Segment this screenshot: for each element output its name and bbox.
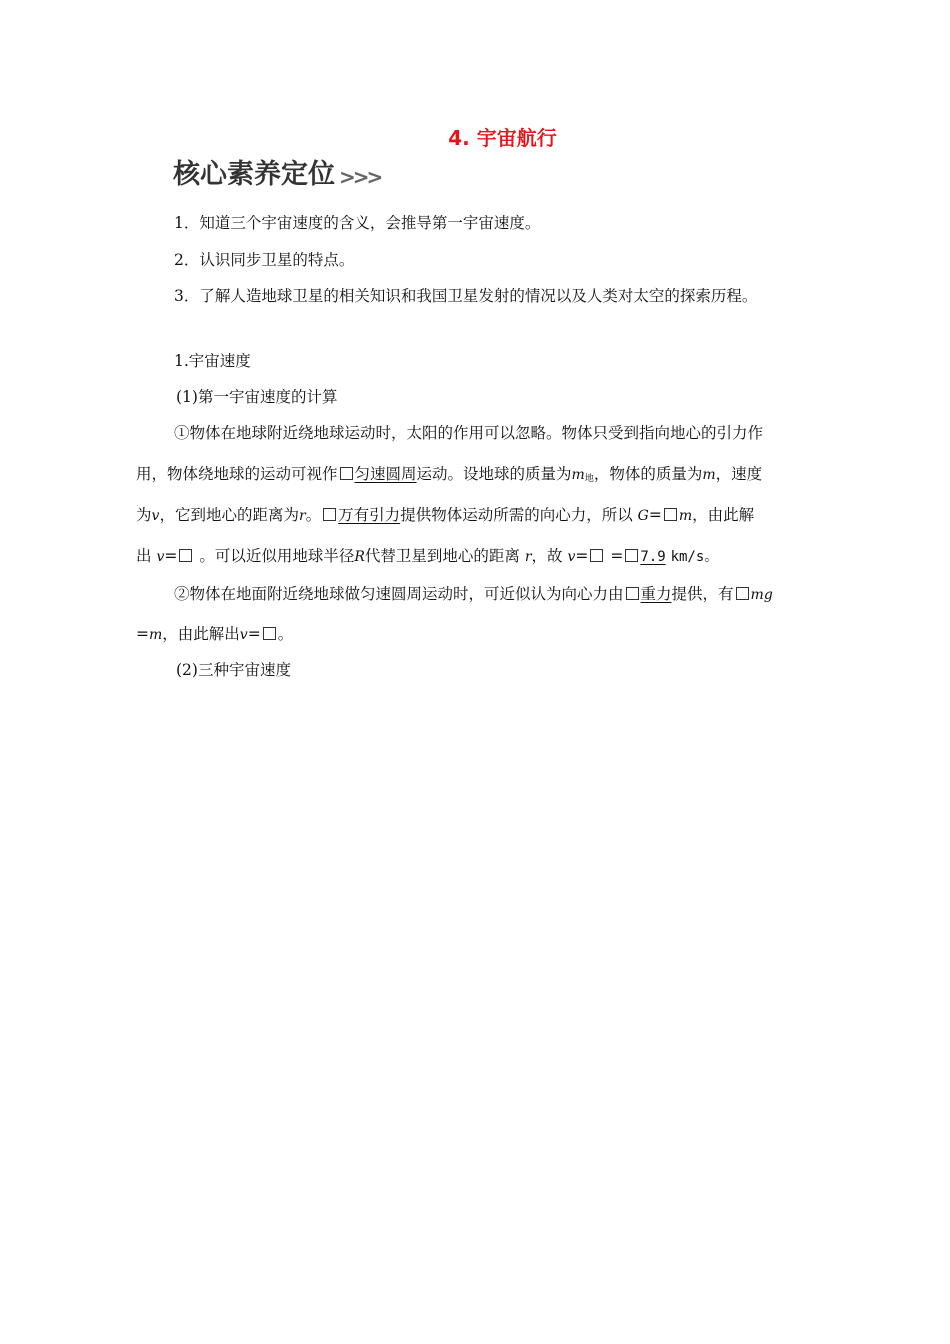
section-heading-text: 核心素养定位: [173, 159, 335, 190]
fill-blank-answer: 匀速圆周: [338, 465, 417, 483]
paragraph-line: 出 v= 。可以近似用地球半径R代替卫星到地心的距离 r，故 v= = 7.9 km/s。: [136, 547, 719, 565]
paragraph-line: ②物体在地面附近绕地球做匀速圆周运动时，可近似认为向心力由 重力提供，有 mg: [174, 585, 773, 603]
subheading-three-cosmic-velocities: (2)三种宇宙速度: [176, 661, 291, 679]
blank-box-icon: [323, 508, 336, 521]
lesson-title: 4. 宇宙航行: [448, 126, 557, 150]
blank-box-icon: [736, 587, 749, 600]
triple-chevron-icon: >>>: [339, 165, 381, 189]
objective-item: 3．了解人造地球卫星的相关知识和我国卫星发射的情况以及人类对太空的探索历程。: [174, 287, 758, 305]
blank-box-icon: [664, 508, 677, 521]
blank-box-icon: [179, 549, 192, 562]
fill-blank-answer: 万有引力: [321, 506, 400, 524]
blank-box-icon: [625, 549, 638, 562]
heading-cosmic-velocity: 1.宇宙速度: [174, 352, 251, 370]
paragraph-line: =m，由此解出v= 。: [136, 625, 294, 643]
blank-box-icon: [263, 627, 276, 640]
objective-item: 2．认识同步卫星的特点。: [174, 251, 355, 269]
subheading-first-cosmic-velocity: (1)第一宇宙速度的计算: [176, 388, 338, 406]
paragraph-line: ①物体在地球附近绕地球运动时，太阳的作用可以忽略。物体只受到指向地心的引力作: [174, 424, 764, 442]
fill-blank-answer: 重力: [624, 585, 672, 603]
paragraph-line: 用，物体绕地球的运动可视作 匀速圆周运动。设地球的质量为$m_地$，物体的质量为m，速度: [136, 465, 763, 484]
blank-box-icon: [340, 467, 353, 480]
blank-box-icon: [590, 549, 603, 562]
objective-item: 1．知道三个宇宙速度的含义，会推导第一宇宙速度。: [174, 214, 541, 232]
fill-blank-answer: 7.9: [623, 549, 665, 565]
section-heading: [173, 151, 380, 191]
paragraph-line: 为v，它到地心的距离为r。 万有引力提供物体运动所需的向心力，所以 G= m，由此解: [136, 506, 755, 524]
blank-box-icon: [626, 587, 639, 600]
